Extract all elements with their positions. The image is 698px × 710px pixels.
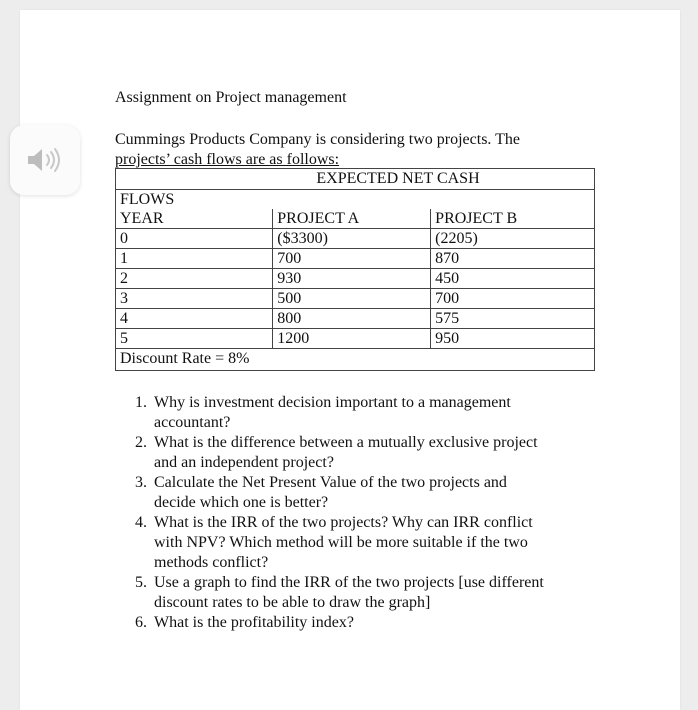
discount-rate-row: [116, 349, 595, 371]
question-line: and an independent project?: [154, 454, 334, 471]
discount-rate: Discount Rate = 8%: [116, 349, 595, 371]
table-cell: 950: [431, 329, 595, 349]
table-cell: 700: [431, 289, 595, 309]
table-cell: 930: [273, 269, 431, 289]
question-text: [154, 613, 595, 633]
table-cell: 2: [116, 269, 273, 289]
intro-line: projects’ cash flows are as follows:: [115, 151, 340, 168]
question-text: [154, 573, 595, 613]
question-line: What is the difference between a mutually exclusive project: [154, 434, 538, 451]
table-cell: 500: [273, 289, 431, 309]
list-item: [135, 473, 595, 513]
table-cell: 575: [431, 309, 595, 329]
table-row: [116, 249, 595, 269]
question-line: discount rates to be able to draw the graph]: [154, 594, 431, 611]
question-number: 5.: [135, 574, 147, 591]
intro-line: Cummings Products Company is considering two projects. The: [115, 131, 521, 148]
question-text: [154, 513, 595, 573]
table-cell: ($3300): [273, 229, 431, 249]
list-item: [135, 433, 595, 473]
table-cell: 4: [116, 309, 273, 329]
table-cell: 5: [116, 329, 273, 349]
list-item: [135, 513, 595, 573]
table-row: [116, 309, 595, 329]
question-number: 3.: [135, 474, 147, 491]
table-cell: 3: [116, 289, 273, 309]
table-column-header-row: [116, 209, 595, 229]
question-line: with NPV? Which method will be more suitable if the two: [154, 534, 528, 551]
speaker-button[interactable]: [10, 125, 80, 195]
question-text: [154, 473, 595, 513]
table-row: [116, 229, 595, 249]
table-cell: 870: [431, 249, 595, 269]
intro-paragraph: [115, 130, 585, 170]
table-header: EXPECTED NET CASH: [116, 169, 595, 190]
column-header-project-b: PROJECT B: [431, 209, 595, 229]
question-number: 4.: [135, 514, 147, 531]
question-number: 6.: [135, 614, 147, 631]
table-cell: 0: [116, 229, 273, 249]
list-item: [135, 613, 595, 633]
question-line: What is the IRR of the two projects? Why can IRR conflict: [154, 514, 533, 531]
table-row: [116, 269, 595, 289]
document-title: Assignment on Project management: [115, 89, 347, 106]
list-item: [135, 573, 595, 613]
table-cell: 1: [116, 249, 273, 269]
question-line: What is the profitability index?: [154, 614, 354, 631]
question-line: Use a graph to find the IRR of the two projects [use different: [154, 574, 544, 591]
question-list: [135, 393, 595, 633]
flows-label: FLOWS: [116, 190, 595, 210]
column-header-project-a: PROJECT A: [273, 209, 431, 229]
question-line: accountant?: [154, 414, 231, 431]
column-header-year: YEAR: [116, 209, 273, 229]
table-cell: (2205): [431, 229, 595, 249]
table-row: [116, 289, 595, 309]
table-header-row: [116, 169, 595, 190]
question-line: methods conflict?: [154, 554, 269, 571]
table-cell: 1200: [273, 329, 431, 349]
table-flows-row: [116, 190, 595, 210]
table-row: [116, 329, 595, 349]
question-text: [154, 393, 595, 433]
question-line: decide which one is better?: [154, 494, 329, 511]
question-text: [154, 433, 595, 473]
cash-flow-table: [115, 168, 595, 371]
table-cell: 700: [273, 249, 431, 269]
question-line: Why is investment decision important to a management: [154, 394, 511, 411]
table-cell: 450: [431, 269, 595, 289]
speaker-icon: [25, 145, 65, 175]
question-number: 1.: [135, 394, 147, 411]
table-cell: 800: [273, 309, 431, 329]
question-line: Calculate the Net Present Value of the two projects and: [154, 474, 507, 491]
list-item: [135, 393, 595, 433]
question-number: 2.: [135, 434, 147, 451]
